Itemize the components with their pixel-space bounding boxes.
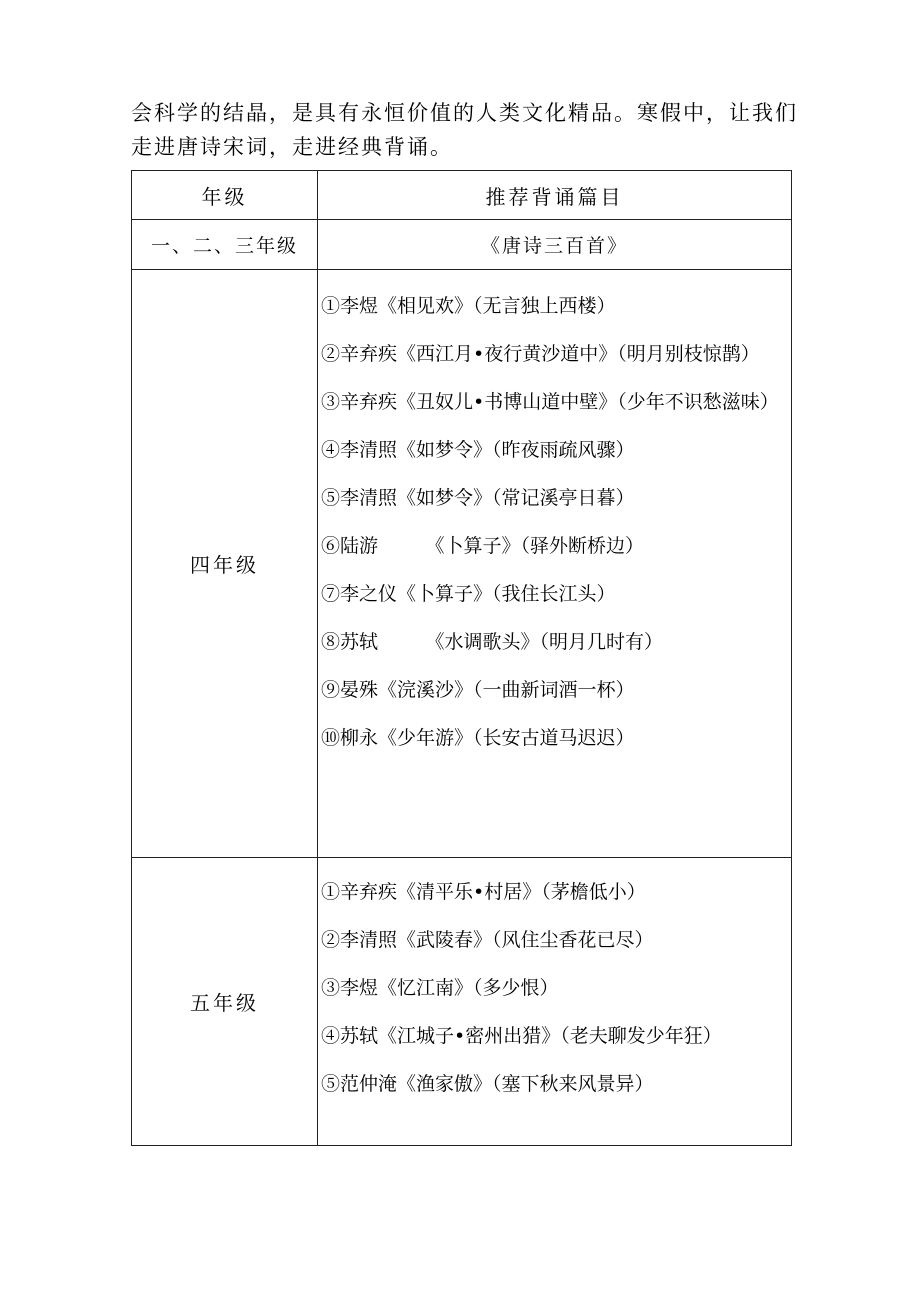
poems-cell [318,270,792,858]
list-item: ⑩柳永《少年游》（长安古道马迟迟） [321,727,635,749]
table-row [132,220,792,270]
list-item: ⑥陆游 《卜算子》（驿外断桥边） [321,535,645,557]
grade-cell: 一、二、三年级 [132,220,318,270]
table-row [132,270,792,858]
poem-list [318,282,791,762]
header-grade: 年级 [132,171,318,220]
poems-cell: 《唐诗三百首》 [318,220,792,270]
list-item: ②辛弃疾《西江月•夜行黄沙道中》（明月别枝惊鹊） [321,343,760,365]
intro-paragraph [131,96,798,164]
list-item: ⑨晏殊《浣溪沙》（一曲新词酒一杯） [321,679,635,701]
list-item: ⑧苏轼 《水调歌头》（明月几时有） [321,631,664,653]
grade-cell: 四年级 [132,270,318,858]
table-header-row [132,171,792,220]
table-row [132,858,792,1146]
list-item: ①李煜《相见欢》（无言独上西楼） [321,295,616,317]
intro-line-1: 会科学的结晶，是具有永恒价值的人类文化精品。寒假中，让我们 [131,101,798,125]
list-item: ③辛弃疾《丑奴儿•书博山道中壁》（少年不识愁滋味） [321,391,779,413]
list-item: ⑦李之仪《卜算子》（我住长江头） [321,583,616,605]
intro-line-2: 走进唐诗宋词，走进经典背诵。 [131,135,453,159]
list-item: ③李煜《忆江南》（多少恨） [321,977,559,999]
list-item: ①辛弃疾《清平乐•村居》（茅檐低小） [321,881,646,903]
list-item: ②李清照《武陵春》（风住尘香花已尽） [321,929,654,951]
recitation-table [131,170,792,1146]
list-item: ④苏轼《江城子•密州出猎》（老夫聊发少年狂） [321,1025,722,1047]
header-poems: 推荐背诵篇目 [318,171,792,220]
list-item: ⑤范仲淹《渔家傲》（塞下秋来风景异） [321,1073,654,1095]
grade-cell: 五年级 [132,858,318,1146]
list-item: ⑤李清照《如梦令》（常记溪亭日暮） [321,487,635,509]
list-item: ④李清照《如梦令》（昨夜雨疏风骤） [321,439,635,461]
poems-cell [318,858,792,1146]
poem-list [318,868,791,1108]
